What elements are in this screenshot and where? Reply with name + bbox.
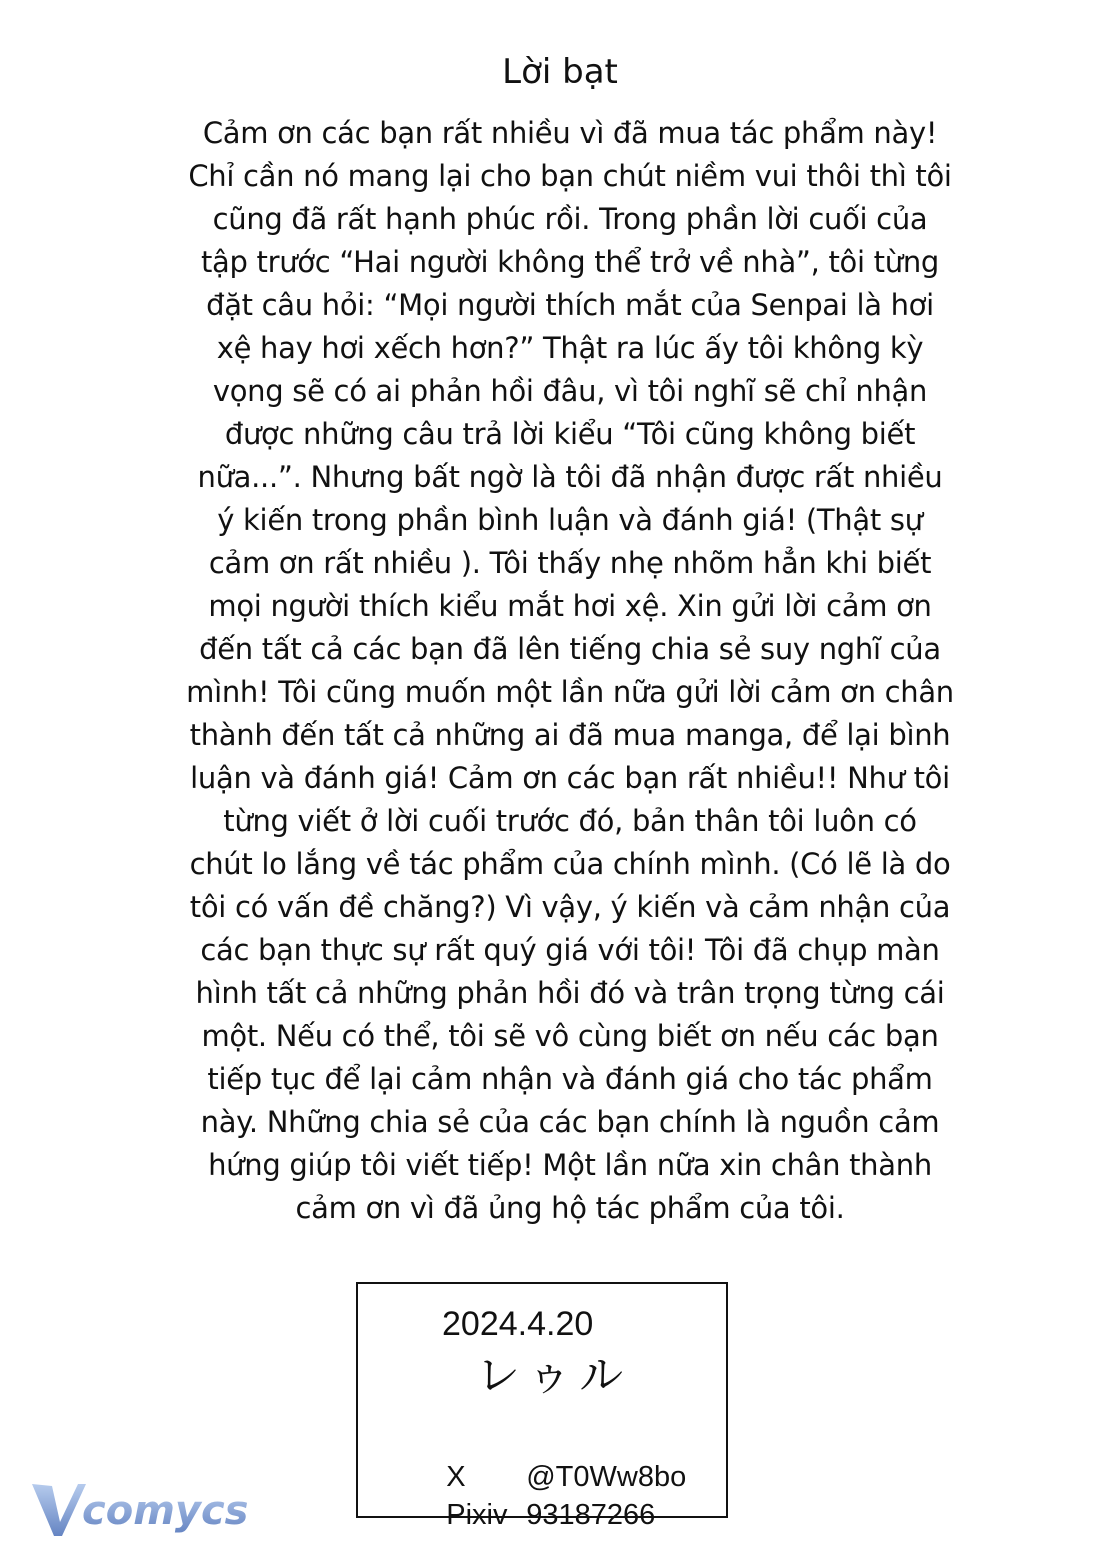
body-line: các bạn thực sự rất quý giá với tôi! Tôi đã chụp màn bbox=[200, 933, 940, 967]
x-label: X bbox=[446, 1461, 466, 1493]
afterword-body bbox=[140, 112, 1000, 1230]
watermark-logo bbox=[30, 1478, 250, 1540]
body-line: cảm ơn rất nhiều ). Tôi thấy nhẹ nhõm hẳn khi biết bbox=[208, 546, 932, 580]
signature-box bbox=[356, 1282, 728, 1531]
body-line: hứng giúp tôi viết tiếp! Một lần nữa xin chân thành bbox=[208, 1148, 932, 1182]
pixiv-id: 93187266 bbox=[526, 1499, 656, 1531]
body-line: xệ hay hơi xếch hơn?” Thật ra lúc ấy tôi không kỳ bbox=[216, 331, 924, 365]
body-line: cũng đã rất hạnh phúc rồi. Trong phần lời cuối của bbox=[212, 202, 928, 236]
author-name: レゥル bbox=[476, 1350, 632, 1401]
x-handle: @T0Ww8bo bbox=[526, 1461, 687, 1493]
pixiv-label: Pixiv bbox=[446, 1499, 508, 1531]
body-line: cảm ơn vì đã ủng hộ tác phẩm của tôi. bbox=[295, 1191, 845, 1225]
body-line: luận và đánh giá! Cảm ơn các bạn rất nhiều!! Như tôi bbox=[190, 761, 950, 795]
body-line: Chỉ cần nó mang lại cho bạn chút niềm vui thôi thì tôi bbox=[188, 159, 952, 193]
body-line: ý kiến trong phần bình luận và đánh giá! (Thật sự bbox=[217, 503, 923, 537]
body-line: Cảm ơn các bạn rất nhiều vì đã mua tác phẩm này! bbox=[202, 116, 938, 150]
body-line: nữa...”. Nhưng bất ngờ là tôi đã nhận được rất nhiều bbox=[197, 460, 943, 494]
body-line: đặt câu hỏi: “Mọi người thích mắt của Senpai là hơi bbox=[206, 288, 934, 322]
watermark-logo-icon bbox=[30, 1478, 250, 1540]
body-line: đến tất cả các bạn đã lên tiếng chia sẻ suy nghĩ của bbox=[199, 632, 941, 666]
body-line: vọng sẽ có ai phản hồi đâu, vì tôi nghĩ sẽ chỉ nhận bbox=[212, 374, 928, 408]
body-line: mình! Tôi cũng muốn một lần nữa gửi lời cảm ơn chân bbox=[186, 675, 954, 709]
body-line: tập trước “Hai người không thể trở về nhà”, tôi từng bbox=[200, 245, 940, 279]
body-line: tiếp tục để lại cảm nhận và đánh giá cho tác phẩm bbox=[207, 1062, 933, 1096]
body-line: này. Những chia sẻ của các bạn chính là nguồn cảm bbox=[200, 1105, 940, 1139]
page-title: Lời bạt bbox=[502, 52, 618, 92]
body-line: một. Nếu có thể, tôi sẽ vô cùng biết ơn nếu các bạn bbox=[201, 1019, 939, 1053]
body-line: chút lo lắng về tác phẩm của chính mình. (Có lẽ là do bbox=[189, 847, 951, 881]
body-line: được những câu trả lời kiểu “Tôi cũng không biết bbox=[224, 417, 916, 451]
body-line: từng viết ở lời cuối trước đó, bản thân tôi luôn có bbox=[223, 804, 917, 838]
svg-text:comycs: comycs bbox=[82, 1488, 249, 1534]
signature-date: 2024.4.20 bbox=[442, 1305, 594, 1343]
body-line: tôi có vấn đề chăng?) Vì vậy, ý kiến và cảm nhận của bbox=[189, 890, 951, 924]
body-line: mọi người thích kiểu mắt hơi xệ. Xin gửi lời cảm ơn bbox=[208, 589, 932, 623]
body-line: thành đến tất cả những ai đã mua manga, để lại bình bbox=[189, 718, 951, 752]
pixiv-row bbox=[414, 1464, 655, 1566]
body-line: hình tất cả những phản hồi đó và trân trọng từng cái bbox=[195, 976, 945, 1010]
